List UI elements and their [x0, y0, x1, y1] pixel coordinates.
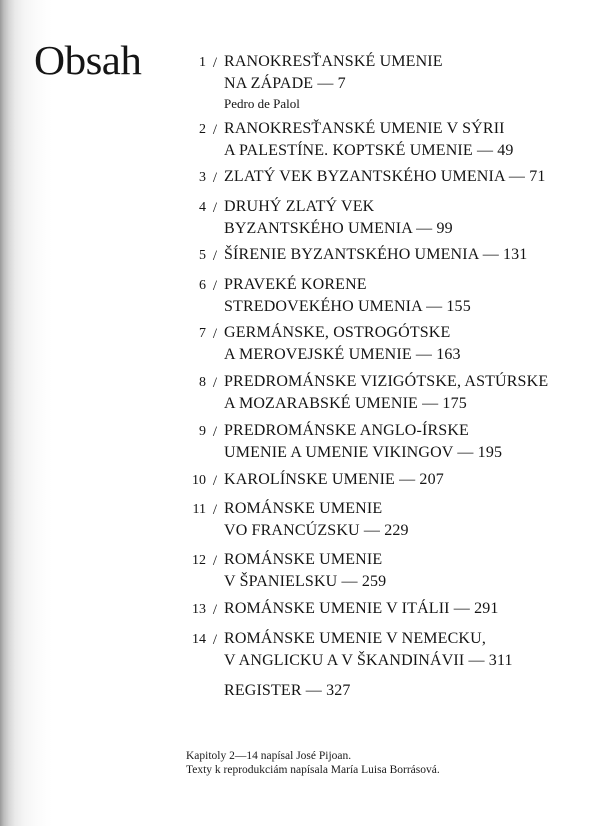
- chapter-title: [224, 628, 594, 672]
- chapter-title: [224, 549, 594, 593]
- chapter-number: 4: [199, 200, 206, 215]
- chapter-number: 6: [199, 278, 206, 293]
- chapter-title: [224, 420, 594, 464]
- title-line: DRUHÝ ZLATÝ VEK: [224, 198, 375, 215]
- title-line: ZLATÝ VEK BYZANTSKÉHO UMENIA — 71: [224, 168, 546, 185]
- credits-line: Kapitoly 2—14 napísal José Pijoan.: [186, 750, 352, 762]
- title-line: ROMÁNSKE UMENIE V NEMECKU,: [224, 630, 486, 647]
- title-line: ŠÍRENIE BYZANTSKÉHO UMENIA — 131: [224, 246, 528, 263]
- page-title: Obsah: [34, 37, 142, 83]
- chapter-number: 3: [199, 170, 206, 185]
- separator: /: [212, 502, 218, 518]
- title-line: V ANGLICKU A V ŠKANDINÁVII — 311: [224, 652, 513, 669]
- separator: /: [212, 200, 218, 216]
- separator: /: [212, 473, 218, 489]
- chapter-title: [224, 244, 594, 266]
- separator: /: [212, 55, 218, 71]
- title-line: A MOZARABSKÉ UMENIE — 175: [224, 395, 467, 412]
- chapter-number: 10: [192, 473, 206, 488]
- title-line: REGISTER — 327: [224, 682, 351, 699]
- credits-line: Texty k reprodukciám napísala María Luisa Borrásová.: [186, 764, 440, 776]
- chapter-number: 1: [199, 55, 206, 70]
- chapter-number: 2: [199, 122, 206, 137]
- chapter-number: 11: [192, 502, 206, 517]
- title-line: BYZANTSKÉHO UMENIA — 99: [224, 220, 453, 237]
- chapter-number: 13: [192, 602, 206, 617]
- chapter-number: 7: [199, 326, 206, 341]
- title-line: KAROLÍNSKE UMENIE — 207: [224, 471, 444, 488]
- separator: /: [212, 632, 218, 648]
- separator: /: [212, 326, 218, 342]
- chapter-title: [224, 274, 594, 318]
- chapter-author: Pedro de Palol: [224, 96, 300, 111]
- title-line: PREDROMÁNSKE ANGLO-ÍRSKE: [224, 422, 469, 439]
- chapter-title: [224, 469, 594, 491]
- title-line: PRAVEKÉ KORENE: [224, 276, 367, 293]
- title-line: RANOKRESŤANSKÉ UMENIE: [224, 53, 443, 70]
- chapter-title: [224, 498, 594, 542]
- title-line: A MEROVEJSKÉ UMENIE — 163: [224, 346, 461, 363]
- separator: /: [212, 278, 218, 294]
- title-line: UMENIE A UMENIE VIKINGOV — 195: [224, 444, 503, 461]
- chapter-number: 14: [192, 632, 206, 647]
- chapter-title: [224, 598, 594, 620]
- separator: /: [212, 602, 218, 618]
- title-line: ROMÁNSKE UMENIE: [224, 551, 383, 568]
- title-line: A PALESTÍNE. KOPTSKÉ UMENIE — 49: [224, 142, 514, 159]
- separator: /: [212, 248, 218, 264]
- chapter-number: 9: [199, 424, 206, 439]
- title-line: STREDOVEKÉHO UMENIA — 155: [224, 298, 471, 315]
- chapter-title: [224, 166, 594, 188]
- title-line: V ŠPANIELSKU — 259: [224, 573, 387, 590]
- credits-footer: [186, 749, 440, 777]
- separator: /: [212, 170, 218, 186]
- title-line: PREDROMÁNSKE VIZIGÓTSKE, ASTÚRSKE: [224, 373, 549, 390]
- chapter-title: [224, 118, 594, 162]
- chapter-number: 12: [192, 553, 206, 568]
- separator: /: [212, 375, 218, 391]
- separator: /: [212, 424, 218, 440]
- title-line: ROMÁNSKE UMENIE: [224, 500, 383, 517]
- chapter-title: [224, 680, 594, 702]
- title-line: NA ZÁPADE — 7: [224, 75, 346, 92]
- title-line: RANOKRESŤANSKÉ UMENIE V SÝRII: [224, 120, 505, 137]
- chapter-title: [224, 322, 594, 366]
- chapter-number: 5: [199, 248, 206, 263]
- separator: /: [212, 553, 218, 569]
- title-line: VO FRANCÚZSKU — 229: [224, 522, 409, 539]
- chapter-title: [224, 371, 594, 415]
- chapter-title: [224, 196, 594, 240]
- title-line: ROMÁNSKE UMENIE V ITÁLII — 291: [224, 600, 499, 617]
- chapter-title: [224, 51, 594, 113]
- title-line: GERMÁNSKE, OSTROGÓTSKE: [224, 324, 451, 341]
- separator: /: [212, 122, 218, 138]
- chapter-number: 8: [199, 375, 206, 390]
